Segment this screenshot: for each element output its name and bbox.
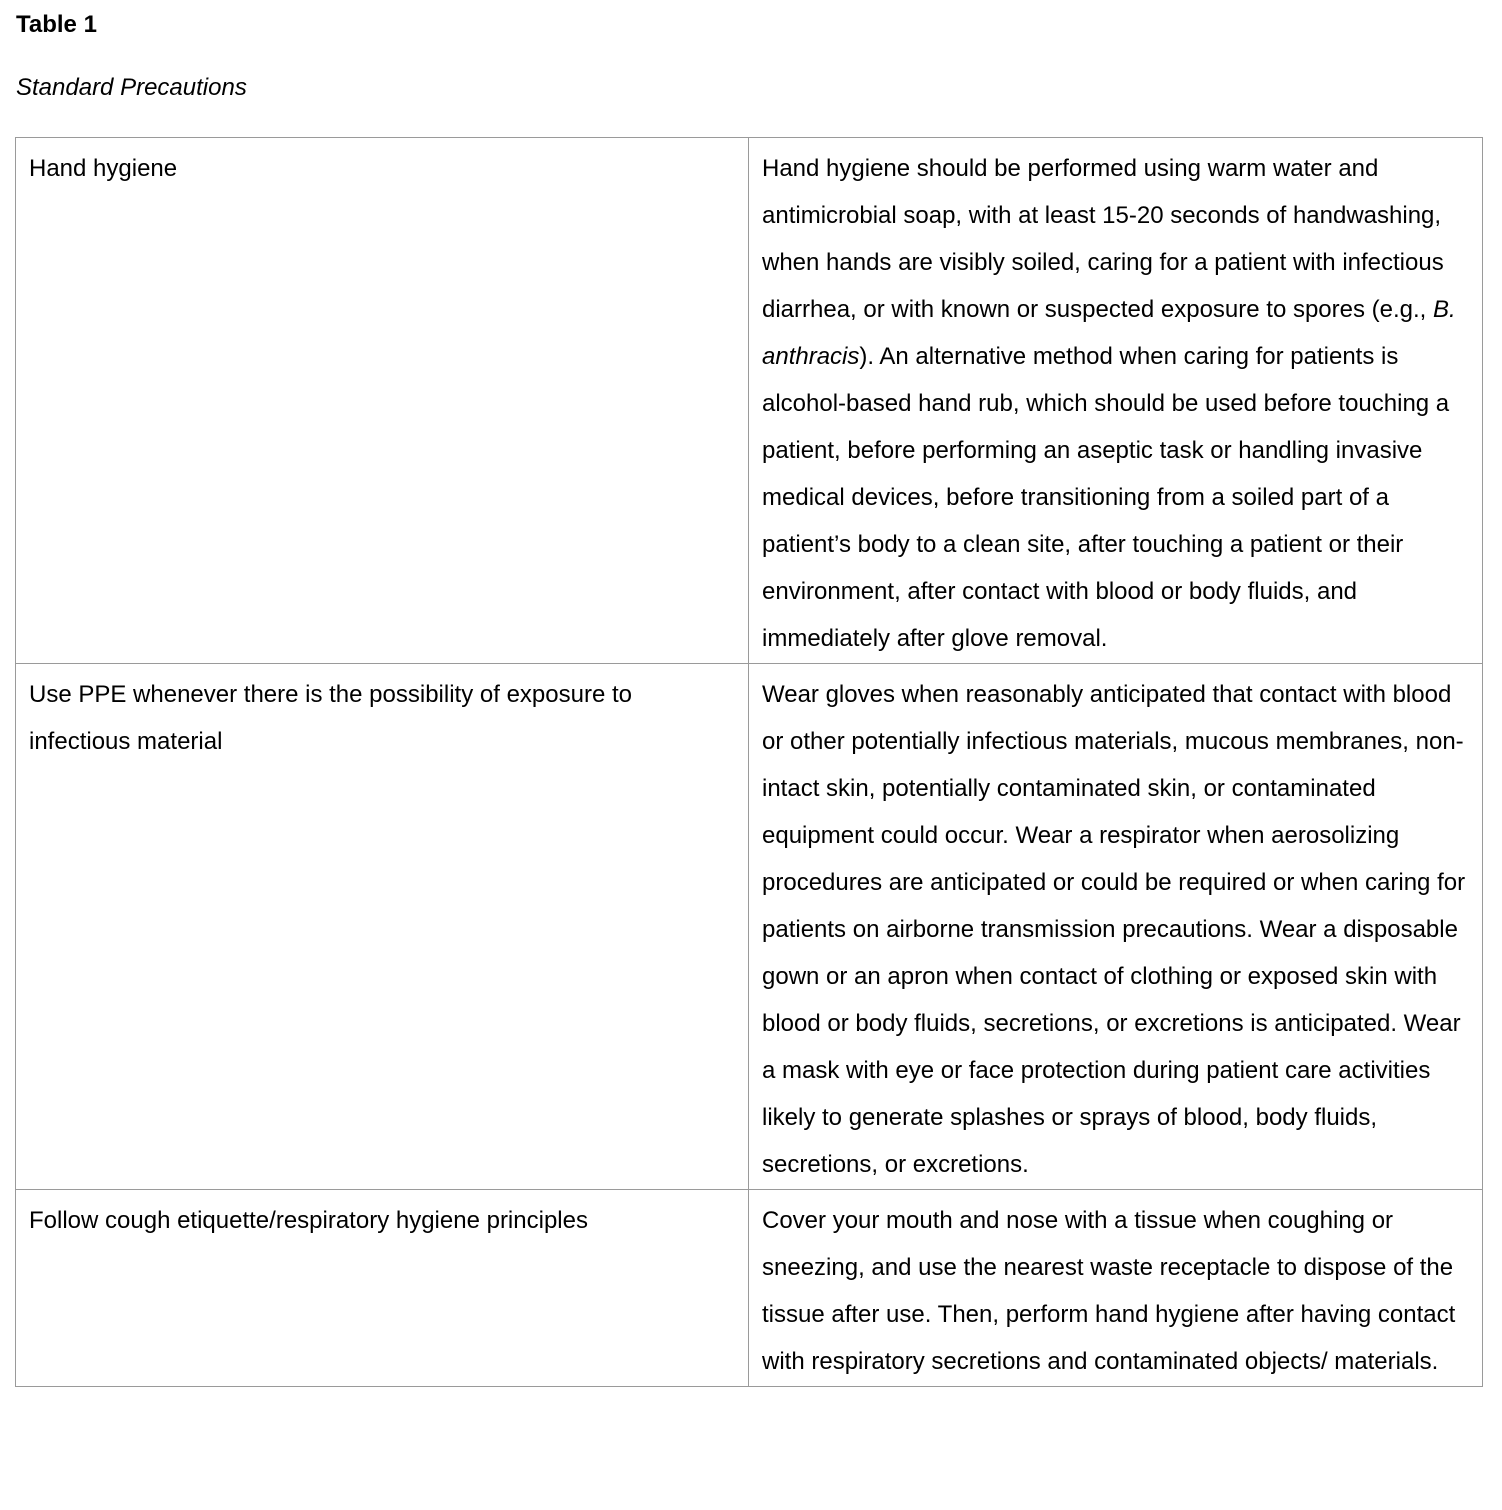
table-label: Table 1	[16, 11, 97, 38]
table-row	[16, 664, 1483, 1190]
table-row	[16, 138, 1483, 664]
standard-precautions-table	[15, 137, 1483, 1387]
species-name: B. anthracis	[762, 296, 1456, 370]
description-cell	[749, 138, 1483, 664]
precaution-cell: Follow cough etiquette/respiratory hygiene principles	[16, 1190, 749, 1387]
description-text: ). An alternative method when caring for patients is alcohol-based hand rub, which should be used before touching a patient, before performing an aseptic task or handling invasive medical devices, before transitioning from a soiled part of a patient’s body to a clean site, after touching a patient or their environment, after contact with blood or body fluids, and immediately after glove removal.	[762, 343, 1450, 652]
table-caption: Standard Precautions	[16, 74, 247, 101]
precaution-cell: Use PPE whenever there is the possibility of exposure to infectious material	[16, 664, 749, 1190]
description-cell: Cover your mouth and nose with a tissue when coughing or sneezing, and use the nearest waste receptacle to dispose of the tissue after use. Then, perform hand hygiene after having contact with respiratory secretions and contaminated objects/ materials.	[749, 1190, 1483, 1387]
precaution-cell: Hand hygiene	[16, 138, 749, 664]
description-cell: Wear gloves when reasonably anticipated that contact with blood or other potentially infectious materials, mucous membranes, non-intact skin, potentially contaminated skin, or contaminated equipment could occur. Wear a respirator when aerosolizing procedures are anticipated or could be required or when caring for patients on airborne transmission precautions. Wear a disposable gown or an apron when contact of clothing or exposed skin with blood or body fluids, secretions, or excretions is anticipated. Wear a mask with eye or face protection during patient care activities likely to generate splashes or sprays of blood, body fluids, secretions, or excretions.	[749, 664, 1483, 1190]
description-text: Hand hygiene should be performed using warm water and antimicrobial soap, with at least 15-20 seconds of handwashing, when hands are visibly soiled, caring for a patient with infectious diarrhea, or with known or suspected exposure to spores (e.g.,	[762, 155, 1444, 323]
table-row	[16, 1190, 1483, 1387]
